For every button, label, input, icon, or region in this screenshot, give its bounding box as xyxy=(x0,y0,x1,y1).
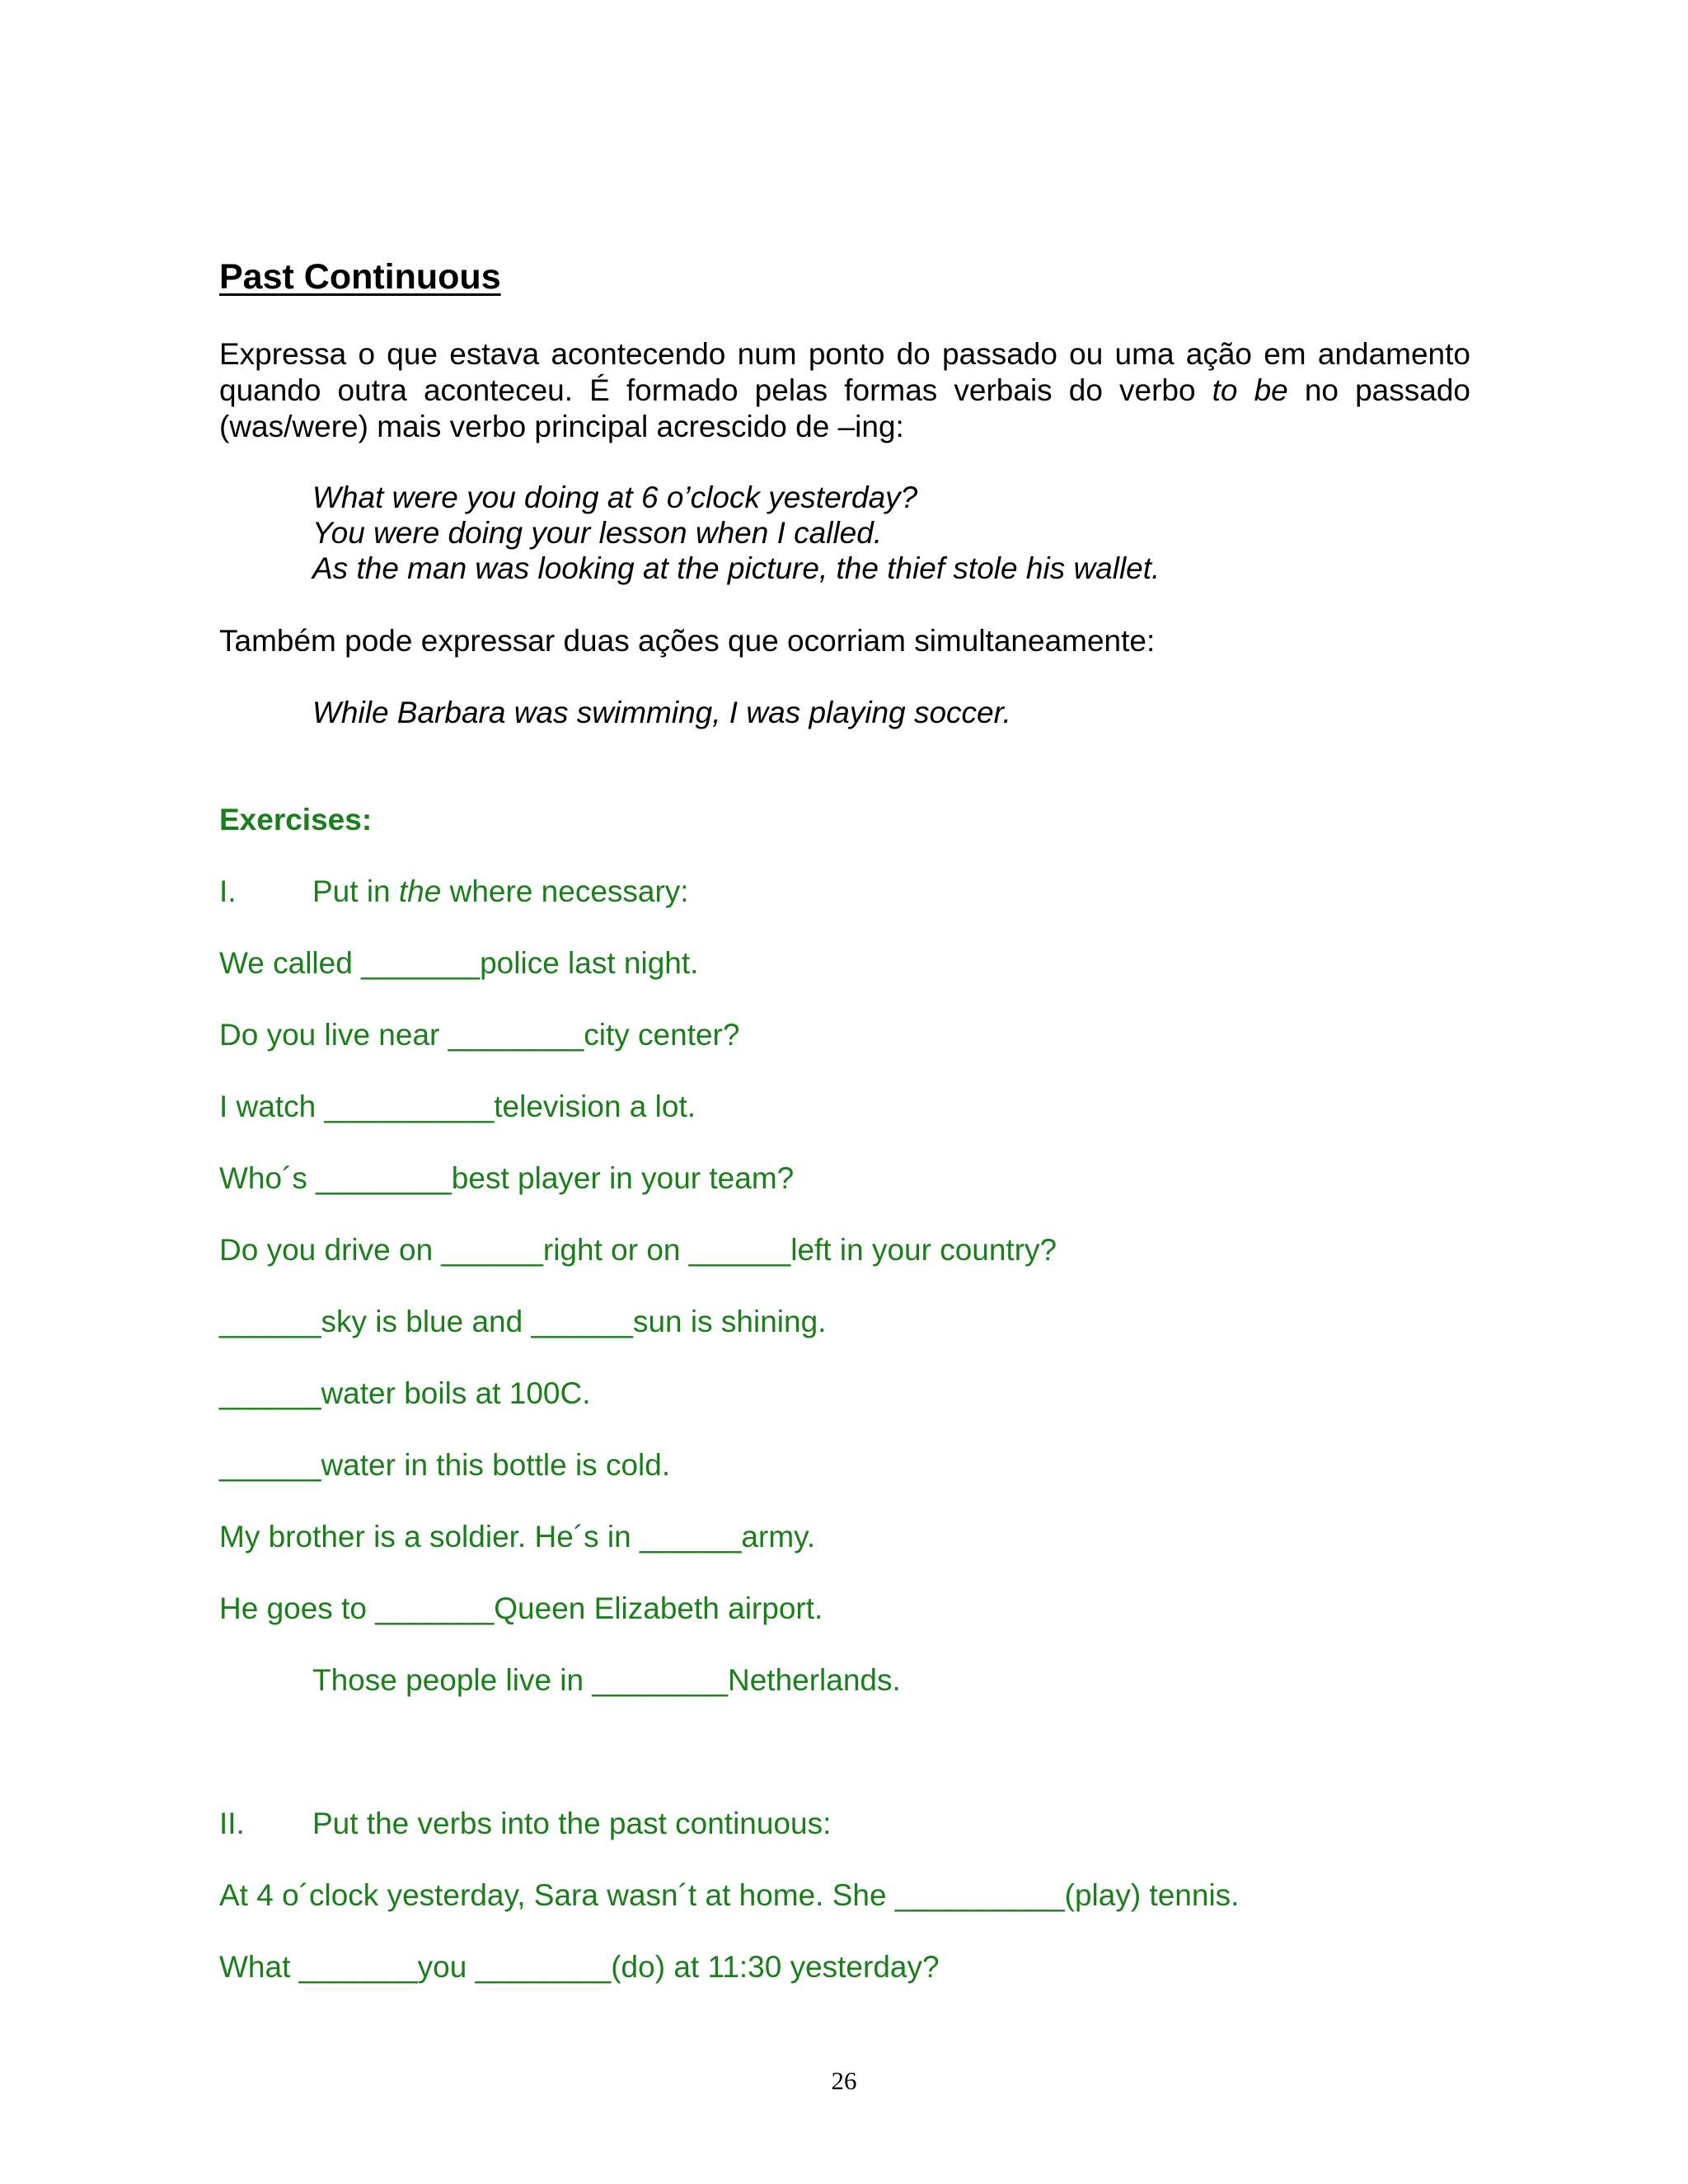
exercise-1-item-4: Who´s ________best player in your team? xyxy=(219,1161,795,1195)
exercise-1-item-9: My brother is a soldier. He´s in ______army. xyxy=(219,1520,816,1554)
exercise-1-instruction xyxy=(312,874,689,910)
exercise-2-number: II. xyxy=(219,1807,245,1840)
exercise-1-instruction-after: where necessary: xyxy=(441,874,689,908)
exercise-1-item-8: ______water in this bottle is cold. xyxy=(219,1448,671,1482)
exercise-2-item-2: What _______you ________(do) at 11:30 yesterday? xyxy=(219,1950,940,1984)
example-sentence-2: You were doing your lesson when I called. xyxy=(312,516,883,550)
exercise-1-instruction-italic: the xyxy=(398,874,442,908)
page-title: Past Continuous xyxy=(219,257,501,297)
exercise-1-item-6: ______sky is blue and ______sun is shining. xyxy=(219,1305,827,1338)
exercise-1-item-5: Do you drive on ______right or on ______left in your country? xyxy=(219,1233,1057,1267)
exercise-2-item-1: At 4 o´clock yesterday, Sara wasn´t at home. She __________(play) tennis. xyxy=(219,1878,1240,1912)
simultaneous-example: While Barbara was swimming, I was playing soccer. xyxy=(312,696,1011,729)
intro-text-part1: Expressa o que estava acontecendo num ponto do passado ou uma ação em andamento quando outra aconteceu. É formado pelas formas verbais do verbo xyxy=(219,337,1470,407)
exercise-2-instruction: Put the verbs into the past continuous: xyxy=(312,1807,832,1840)
example-sentence-3: As the man was looking at the picture, the thief stole his wallet. xyxy=(312,551,1160,585)
page-number: 26 xyxy=(831,2066,857,2095)
exercise-1-item-1: We called _______police last night. xyxy=(219,946,699,980)
intro-paragraph xyxy=(219,336,1470,445)
example-sentence-1: What were you doing at 6 o’clock yesterday? xyxy=(312,480,918,514)
exercise-1-item-7: ______water boils at 100C. xyxy=(219,1376,591,1410)
intro-text-italic: to be xyxy=(1212,373,1288,407)
exercise-1-item-3: I watch __________television a lot. xyxy=(219,1090,696,1123)
intro-text-part2: no passado (was/were) mais verbo principal acrescido de –ing: xyxy=(219,373,1470,443)
simultaneous-text: Também pode expressar duas ações que ocorriam simultaneamente: xyxy=(219,624,1156,658)
exercise-1-item-2: Do you live near ________city center? xyxy=(219,1018,740,1052)
exercises-heading: Exercises: xyxy=(219,803,373,837)
exercise-1-item-10: He goes to _______Queen Elizabeth airport. xyxy=(219,1591,823,1625)
exercise-1-instruction-before: Put in xyxy=(312,874,399,908)
exercise-1-item-11: Those people live in ________Netherlands. xyxy=(312,1663,901,1697)
exercise-1-number: I. xyxy=(219,874,237,908)
